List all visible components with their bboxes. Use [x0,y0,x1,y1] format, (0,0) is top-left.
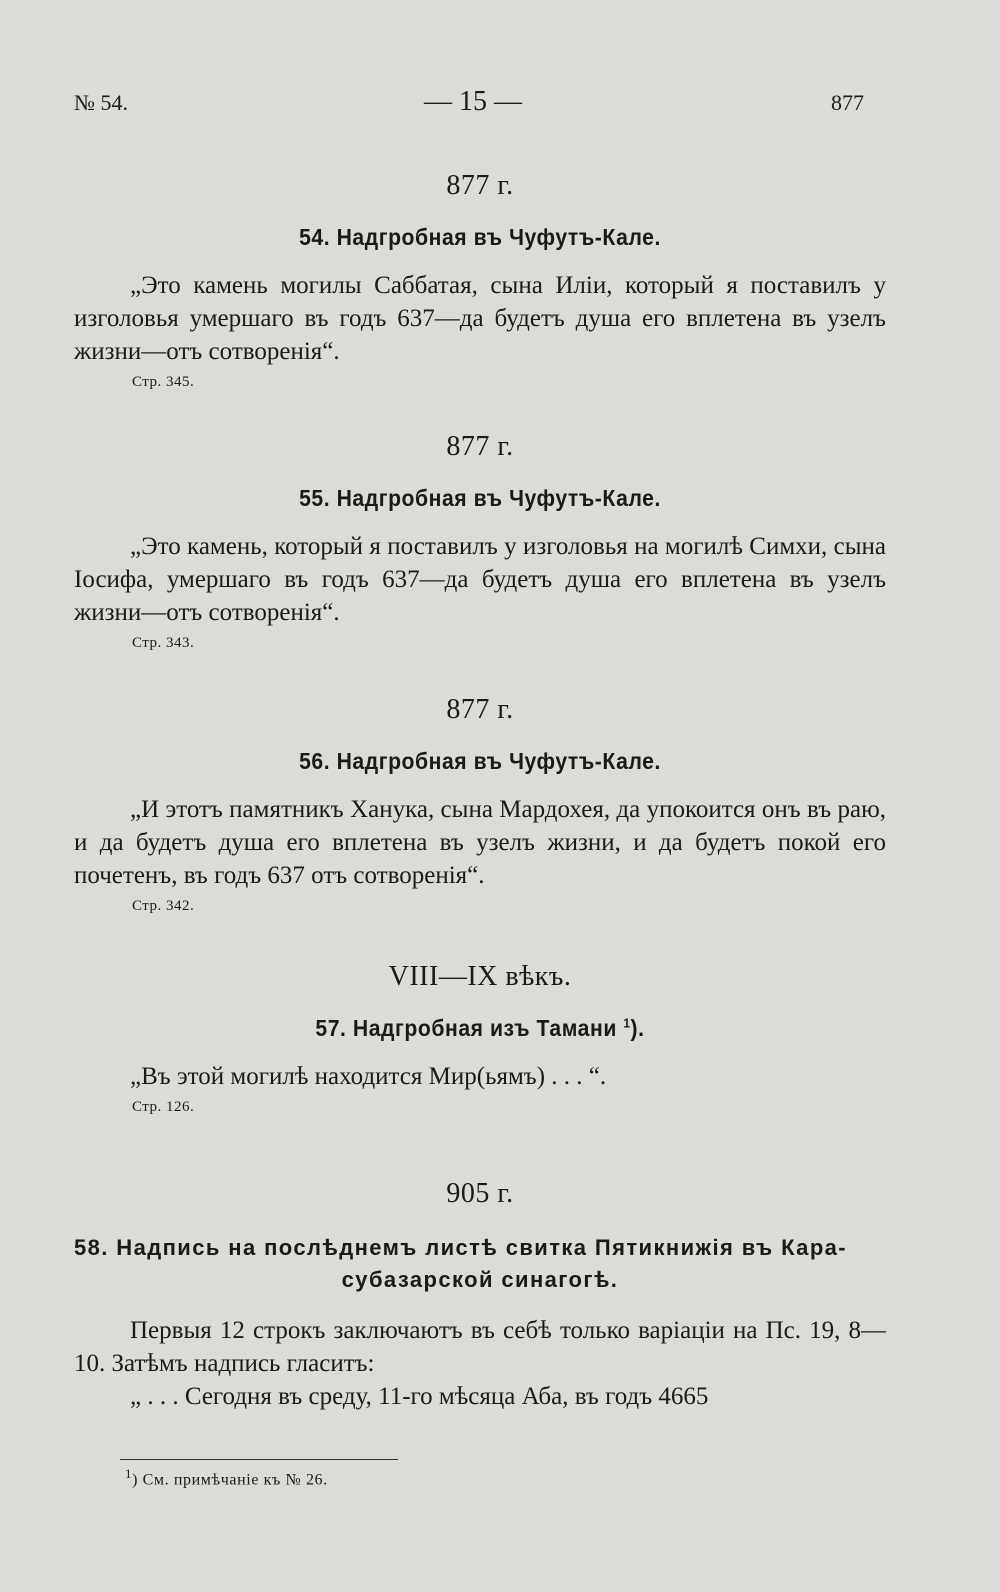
header-page-number: — 15 — [424,86,522,117]
entry-text: „Это камень могилы Саббатая, сына Иліи, который я поставилъ у изголовья умершаго въ годъ 637—да будетъ душа его вплетена въ узелъ жизни—отъ сотворенія“. [74,272,886,365]
entry-year: VIII—IX вѣкъ. [388,961,572,992]
footnote-text: ) См. примѣчаніе къ № 26. [132,1471,328,1489]
footnote-reference[interactable]: 1 [623,1015,631,1031]
entry-year: 877 г. [446,431,514,462]
entry-title-line-2: субазарской синагогѣ. [341,1267,619,1292]
entry-title: 55. Надгробная въ Чуфутъ-Кале. [299,485,661,511]
entry-text: „Въ этой могилѣ находится Мир(ьямъ) . . . “. [130,1063,607,1090]
entry-title: 56. Надгробная въ Чуфутъ-Кале. [299,748,661,774]
footnote-divider [120,1459,398,1460]
entry-text: „И этотъ памятникъ Ханука, сына Мардохея, да упокоится онъ въ раю, и да будетъ душа его вплетена въ узелъ жизни, и да будетъ покой его почетенъ, въ годъ 637 отъ сотворенія“. [74,796,886,889]
entry-title-end: ). [630,1015,645,1041]
entry-source: Стр. 126. [132,1099,195,1115]
entry-56 [74,694,886,915]
entry-year: 905 г. [446,1178,514,1209]
footnote [125,1466,328,1489]
header-year: 877 [831,90,864,115]
page-header [74,86,864,126]
entry-title [74,1232,886,1296]
entry-title: 54. Надгробная въ Чуфутъ-Кале. [299,224,661,250]
header-document-number: № 54. [74,90,128,115]
entry-58 [74,1178,886,1413]
entry-54 [74,170,886,391]
entry-year: 877 г. [446,694,514,725]
entry-57 [74,961,886,1116]
entry-55 [74,431,886,652]
page-content [74,170,886,1413]
entry-source: Стр. 345. [132,374,195,390]
entry-source: Стр. 342. [132,898,195,914]
entry-title-line-1: 58. Надпись на послѣднемъ листѣ свитка Пятикнижія въ Кара- [74,1235,848,1260]
entry-source: Стр. 343. [132,635,195,651]
entry-year: 877 г. [446,170,514,201]
entry-title [106,1015,853,1042]
entry-text: „Это камень, который я поставилъ у изголовья на могилѣ Симхи, сына Іосифа, умершаго въ годъ 637—да будетъ душа его вплетена въ узелъ жизни—отъ сотворенія“. [74,533,886,626]
entry-text-continued: „ . . . Сегодня въ среду, 11-го мѣсяца Аба, въ годъ 4665 [130,1383,709,1410]
entry-title-text: 57. Надгробная изъ Тамани [315,1015,617,1041]
footnote-mark: 1 [125,1466,133,1481]
entry-text: Первыя 12 строкъ заключаютъ въ себѣ только варіаціи на Пс. 19, 8—10. Затѣмъ надпись гласитъ: [74,1317,886,1377]
